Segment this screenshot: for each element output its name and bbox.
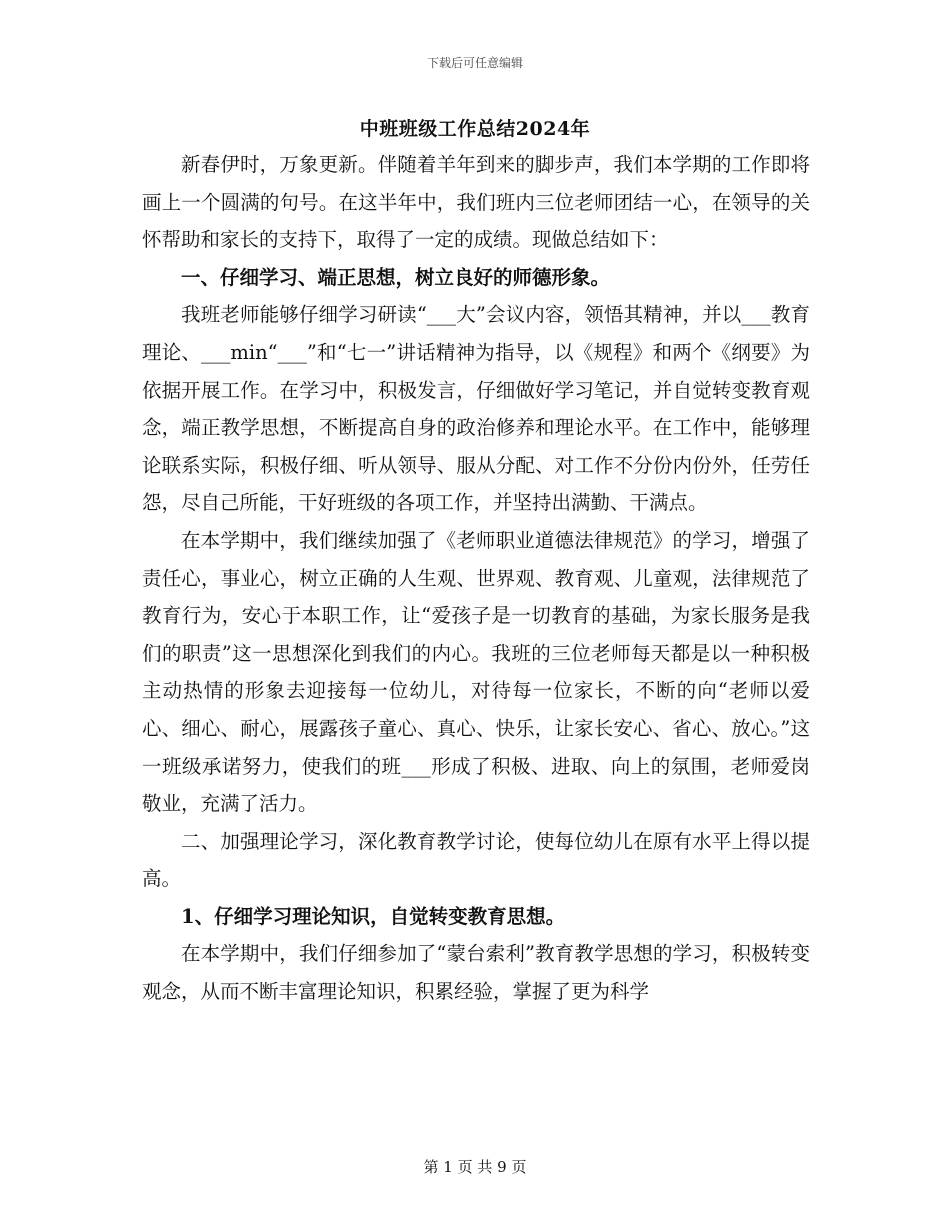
- section-heading-2: 二、加强理论学习，深化教育教学讨论，使每位幼儿在原有水平上得以提高。: [142, 829, 810, 891]
- document-title: 中班班级工作总结2024年: [359, 118, 591, 140]
- section-heading-1: 一、仔细学习、端正思想，树立良好的师德形象。: [181, 265, 611, 289]
- subsection-heading-2-1: 1、仔细学习理论知识，自觉转变教育思想。: [181, 904, 566, 928]
- paragraph-section-2-a: 在本学期中，我们仔细参加了“蒙台索利”教育教学思想的学习，积极转变观念，从而不断丰富理论知识，积累经验，掌握了更为科学: [142, 942, 810, 1004]
- paragraph-section-1-a: 我班老师能够仔细学习研读“___大”会议内容，领悟其精神，并以___教育理论、___min“___”和“七一”讲话精神为指导，以《规程》和两个《纲要》为依据开展工作。在学习中，积极发言，仔细做好学习笔记，并自觉转变教育观念，端正教学思想，不断提高自身的政治修养和理论水平。在工作中，能够理论联系实际，积极仔细、听从领导、服从分配、对工作不分份内份外，任劳任怨，尽自己所能，干好班级的各项工作，并坚持出满勤、干满点。: [142, 303, 810, 515]
- paragraph-intro: 新春伊时，万象更新。伴随着羊年到来的脚步声，我们本学期的工作即将画上一个圆满的句号。在这半年中，我们班内三位老师团结一心，在领导的关怀帮助和家长的支持下，取得了一定的成绩。现做总结如下：: [142, 153, 810, 252]
- document-body: [142, 146, 810, 1011]
- page-number-footer: 第 1 页 共 9 页: [423, 1158, 527, 1176]
- header-note: 下载后可任意编辑: [426, 56, 523, 70]
- paragraph-section-1-b: 在本学期中，我们继续加强了《老师职业道德法律规范》的学习，增强了责任心，事业心，树立正确的人生观、世界观、教育观、儿童观，法律规范了教育行为，安心于本职工作，让“爱孩子是一切教育的基础，为家长服务是我们的职责”这一思想深化到我们的内心。我班的三位老师每天都是以一种积极主动热情的形象去迎接每一位幼儿，对待每一位家长，不断的向“老师以爱心、细心、耐心，展露孩子童心、真心、快乐，让家长安心、省心、放心。”这一班级承诺努力，使我们的班___形成了积极、进取、向上的氛围，老师爱岗敬业，充满了活力。: [142, 528, 810, 816]
